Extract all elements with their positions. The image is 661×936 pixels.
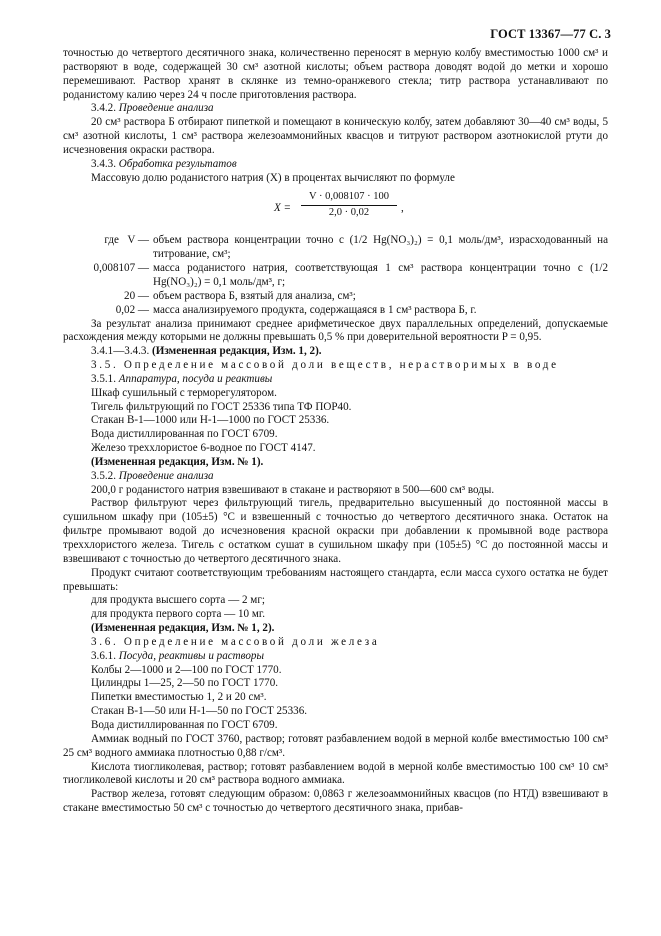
- definition-text: объем раствора концентрации точно c (1/2 Hg(NO₃)₂) = 0,1 моль/дм³, израсходованный на титрование, см³;: [153, 234, 608, 261]
- formula-denominator: 2,0 · 0,02: [328, 207, 370, 219]
- amendment-text: (Измененная редакция, Изм. 1, 2).: [152, 345, 322, 358]
- paragraph: Кислота тиогликолевая, раствор; готовят разбавлением водой в мерной колбе вместимостью 100 см³ 10 см³ тиогликолевой кислоты и 20 см³ раствора водного аммиака.: [63, 760, 608, 787]
- list-item: Вода дистиллированная по ГОСТ 6709.: [91, 718, 278, 731]
- section-title: Проведение анализа: [118, 102, 214, 115]
- page-header: ГОСТ 13367—77 С. 3: [490, 27, 611, 41]
- section-number: 3.4.2.: [91, 102, 116, 115]
- document-body: [63, 47, 608, 816]
- list-item: Колбы 2—1000 и 2—100 по ГОСТ 1770.: [91, 663, 282, 676]
- paragraph: За результат анализа принимают среднее арифметическое двух параллельных определений, допускаемые расхождения между которыми не должны превышать 0,5 % при доверительной вероятности P = 0,95.: [63, 317, 608, 344]
- paragraph: Раствор железа, готовят следующим образом: 0,0863 г железоаммонийных квасцов (по НТД) взвешивают в стакане вместимостью 50 см³ с точностью до четвертого десятичного знака, прибав-: [63, 788, 608, 815]
- section-title: Аппаратура, посуда и реактивы: [118, 372, 273, 385]
- paragraph: Массовую долю роданистого натрия (X) в процентах вычисляют по формуле: [91, 171, 455, 184]
- definition-row: [63, 234, 608, 262]
- paragraph: Аммиак водный по ГОСТ 3760, раствор; готовят разбавлением водой в мерной колбе вместимостью 100 см³ 25 см³ водного аммиака плотностью 0,88 г/см³.: [63, 732, 608, 759]
- definition-key: 20 —: [124, 289, 149, 302]
- amendment-note: (Измененная редакция, Изм. № 1, 2).: [91, 622, 275, 635]
- list-item: для продукта первого сорта — 10 мг.: [91, 608, 265, 621]
- list-item: Цилиндры 1—25, 2—50 по ГОСТ 1770.: [91, 677, 279, 690]
- definition-text: масса роданистого натрия, соответствующая 1 см³ раствора концентрации точно c (1/2 Hg(NO₃)₂) = 0,1 моль/дм³, г;: [153, 262, 608, 288]
- list-item: Вода дистиллированная по ГОСТ 6709.: [91, 428, 278, 441]
- definition-key: 0,02 —: [115, 303, 149, 316]
- formula-fraction: [301, 190, 397, 220]
- section-number: 3.6.1.: [91, 649, 116, 662]
- section-number: 3.5.2.: [91, 469, 116, 482]
- definition-text: объем раствора Б, взятый для анализа, см³;: [153, 289, 356, 302]
- section-heading-3-5-1: [63, 373, 608, 387]
- list-item: Шкаф сушильный с терморегулятором.: [91, 386, 277, 399]
- section-heading-3-4-2: [63, 102, 608, 116]
- section-heading-3-4-3: [63, 158, 608, 172]
- section-range: 3.4.1—3.4.3.: [91, 345, 150, 358]
- section-number: 3.4.3.: [91, 157, 116, 170]
- section-heading-3-6-1: [63, 650, 608, 664]
- list-item: Стакан В-1—50 или Н-1—50 по ГОСТ 25336.: [91, 705, 308, 718]
- list-item: Стакан В-1—1000 или Н-1—1000 по ГОСТ 25336.: [91, 414, 330, 427]
- formula-comma: ,: [401, 202, 404, 215]
- definition-row: [63, 262, 608, 290]
- definition-symbol: V —: [127, 234, 149, 247]
- formula: [63, 190, 608, 230]
- paragraph: 20 см³ раствора Б отбирают пипеткой и помещают в коническую колбу, затем добавляют 30—40 см³ воды, 5 см³ азотной кислоты, 1 см³ раствора железоаммонийных квасцов и титруют раствором азотнокислой ртути до исчезновения окраски раствора.: [63, 116, 608, 156]
- list-item: Железо треххлористое 6-водное по ГОСТ 4147.: [91, 442, 316, 455]
- amendment-note: (Измененная редакция, Изм. № 1).: [91, 455, 264, 468]
- amendment-note: [63, 345, 608, 359]
- section-title: Проведение анализа: [118, 469, 214, 482]
- definition-text: масса анализируемого продукта, содержащаяся в 1 см³ раствора Б, г.: [153, 303, 477, 316]
- paragraph: 200,0 г роданистого натрия взвешивают в стакане и растворяют в 500—600 см³ воды.: [91, 483, 495, 496]
- paragraph: точностью до четвертого десятичного знака, количественно переносят в мерную колбу вместимостью 1000 см³ и растворяют в воде, содержащей 30 см³ азотной кислоты; объем раствора доводят водой до метки и хорошо перемешивают. Раствор хранят в склянке из темно-оранжевого стекла; титр раствора устанавливают по роданистому калию через 24 ч после приготовления раствора.: [63, 47, 608, 101]
- formula-numerator: V · 0,008107 · 100: [301, 190, 397, 206]
- definition-key: 0,008107 —: [93, 262, 149, 275]
- section-title: Обработка результатов: [118, 157, 237, 170]
- definition-key: [63, 234, 153, 262]
- definition-row: [63, 290, 608, 304]
- definition-row: [63, 304, 608, 318]
- paragraph: Продукт считают соответствующим требованиям настоящего стандарта, если масса сухого остатка не будет превышать:: [63, 566, 608, 593]
- formula-lhs: X =: [274, 202, 292, 215]
- section-title: Посуда, реактивы и растворы: [118, 649, 264, 662]
- list-item: для продукта высшего сорта — 2 мг;: [91, 594, 265, 607]
- section-heading-3-5-2: [63, 470, 608, 484]
- list-item: Пипетки вместимостью 1, 2 и 20 см³.: [91, 691, 267, 704]
- paragraph: Раствор фильтруют через фильтрующий тигель, предварительно высушенный до постоянной массы в сушильном шкафу при (105±5) °С и взвешенный с точностью до четвертого десятичного знака. Остаток на фильтре промывают водой до исчезновения красной окраски при добавлении к промывной воде раствора треххлористого железа. Тигель с остатком сушат в сушильном шкафу при (105±5) °С до постоянной массы и взвешивают с точностью до четвертого десятичного знака.: [63, 497, 608, 565]
- section-number: 3.5.1.: [91, 372, 116, 385]
- section-heading-3-6: 3.6. Определение массовой доли железа: [91, 635, 380, 648]
- list-item: Тигель фильтрующий по ГОСТ 25336 типа ТФ ПОР40.: [91, 400, 352, 413]
- where-word: где: [104, 234, 119, 247]
- section-heading-3-5: 3.5. Определение массовой доли веществ, нерастворимых в воде: [91, 359, 559, 372]
